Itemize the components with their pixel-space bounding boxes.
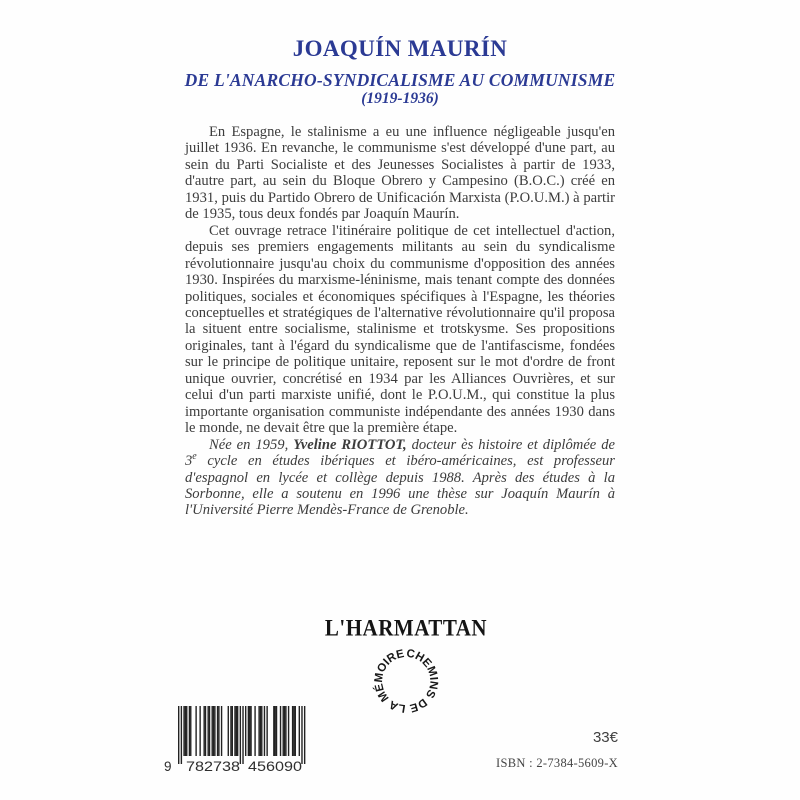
barcode-digit-leading: 9 — [164, 759, 172, 774]
author-note-superscript: e — [192, 451, 197, 463]
barcode-digits-right: 456090 — [248, 759, 302, 774]
book-subtitle: DE L'ANARCHO-SYNDICALISME AU COMMUNISME — [184, 70, 616, 90]
blurb-paragraph-1: En Espagne, le stalinisme a eu une influence négligeable jusqu'en juillet 1936. En revanche, le communisme s'est développé d'une part, au sein du Parti Socialiste et des Jeunesses Socialistes à partir de 1933, d'autre part, au sein du Bloque Obrero y Campesino (B.O.C.) créé en 1931, puis du Partido Obrero de Unificación Marxista (P.O.U.M.) à partir de 1935, tous deux fondés par Joaquín Maurín. — [185, 124, 615, 223]
author-note — [185, 437, 615, 519]
barcode-bars — [178, 706, 305, 764]
barcode-digits-left: 782738 — [186, 759, 240, 774]
blurb-text-block — [185, 124, 615, 519]
publisher-logo-text: L'HARMATTAN — [324, 614, 488, 641]
svg-text:CHEMINS DE LA MÉMOIRE — [372, 648, 439, 714]
author-note-middle: docteur ès histoire et diplômée de 3 — [185, 436, 616, 470]
isbn-label: ISBN : 2-7384-5609-X — [496, 756, 618, 770]
author-note-suffix: cycle en études ibériques et ibéro-américaines, est professeur d'espagnol en lycée et collège depuis 1988. Après des études à la Sorbonne, elle a soutenu en 1996 une thèse sur Joaquín Maurín à l'Université Pierre Mendès-France de Grenoble. — [185, 453, 615, 519]
book-subtitle-years: (1919-1936) — [361, 90, 439, 107]
author-note-prefix: Née en 1959, — [209, 436, 294, 453]
book-title: JOAQUÍN MAURÍN — [292, 36, 508, 61]
author-name: Yveline RIOTTOT, — [293, 436, 407, 453]
ean13-barcode — [162, 704, 342, 776]
price-label: 33€ — [592, 729, 618, 746]
collection-ring-text: CHEMINS DE LA MÉMOIRE — [372, 647, 440, 715]
blurb-paragraph-2: Cet ouvrage retrace l'itinéraire politique de cet intellectuel d'action, depuis ses premiers engagements militants au sein du syndicalisme révolutionnaire jusqu'au choix du communisme d'opposition des années 1930. Inspirées du marxisme-léninisme, mais tenant compte des données politiques, sociales et économiques spécifiques à l'Espagne, les théories conceptuelles et stratégiques de l'alternative révolutionnaire qu'il proposa la situent entre socialisme, stalinisme et trotskysme. Ses propositions originales, tant à l'égard du syndicalisme que de l'antifascisme, fondées sur le principe de politique unitaire, reposent sur le mot d'ordre de front unique ouvrier, concrétisé en 1934 par les Alliances Ouvrières, et sur celui d'un parti marxiste unifié, dont le P.O.U.M., qui constitue la plus importante organisation communiste indépendante des années 1930 dans le monde, ne devait être que la première étape. — [185, 222, 615, 437]
collection-ring-logo — [361, 636, 451, 726]
